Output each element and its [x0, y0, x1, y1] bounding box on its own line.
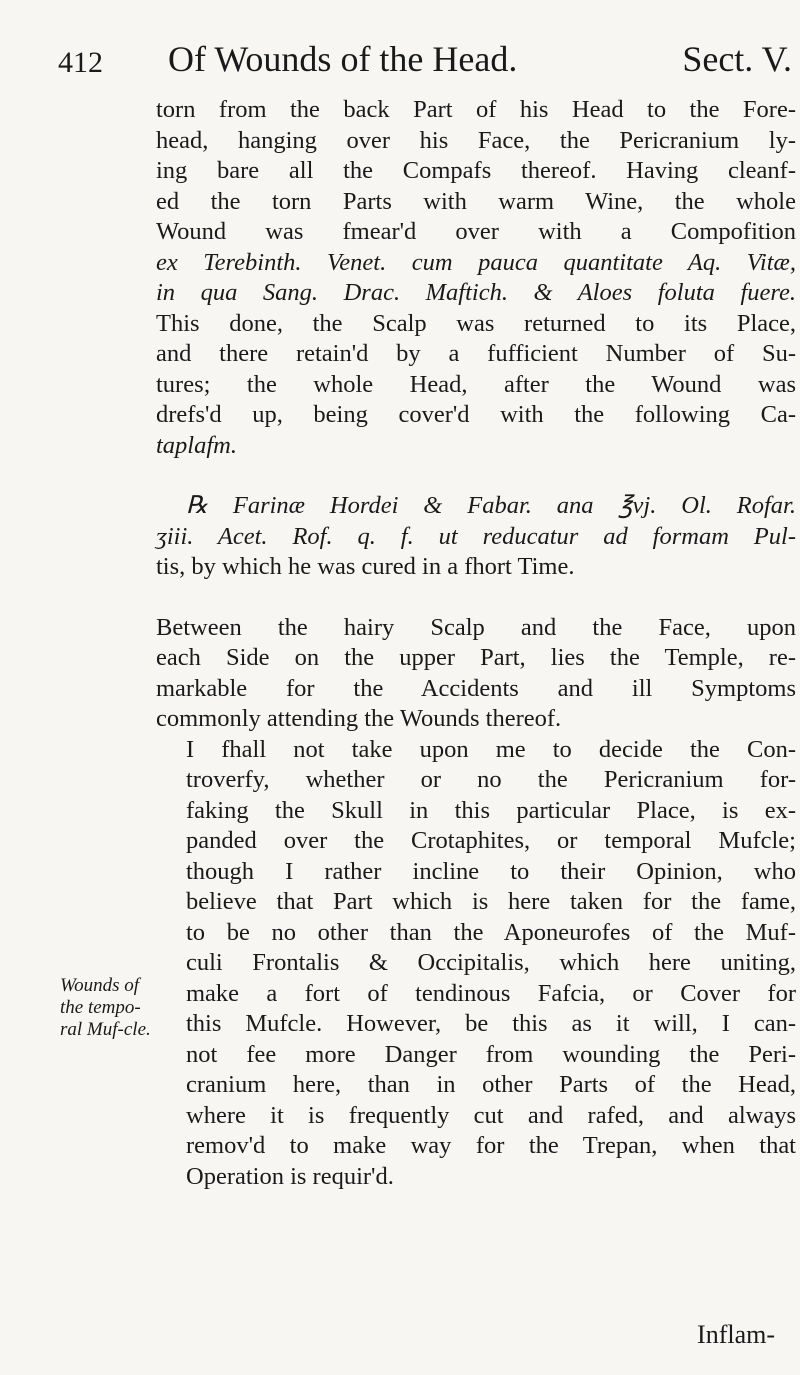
- paragraph-controversy: [156, 735, 796, 1193]
- text-line: ing bare all the Compafs thereof. Having cleanf-: [156, 157, 796, 184]
- text-line: to be no other than the Aponeurofes of the Muf-: [186, 918, 796, 946]
- text-line: in qua Sang. Drac. Maftich. & Aloes foluta fuere.: [156, 279, 796, 306]
- text-line: and there retain'd by a fufficient Number of Su-: [156, 340, 796, 367]
- text-line: taplafm.: [156, 431, 237, 459]
- text-line: ex Terebinth. Venet. cum pauca quantitate Aq. Vitæ,: [156, 248, 796, 276]
- text-line: not fee more Danger from wounding the Peri-: [186, 1040, 796, 1068]
- text-line: make a fort of tendinous Fafcia, or Cover for: [186, 979, 796, 1007]
- text-line: Wound was fmear'd over with a Compofition: [156, 218, 796, 245]
- text-line: culi Frontalis & Occipitalis, which here uniting,: [186, 949, 796, 976]
- text-line: believe that Part which is here taken for the fame,: [186, 888, 796, 915]
- text-line: ed the torn Parts with warm Wine, the whole: [156, 187, 796, 215]
- text-line: markable for the Accidents and ill Symptoms: [156, 674, 796, 702]
- text-line: tis, by which he was cured in a fhort Time.: [156, 553, 575, 580]
- text-line: remov'd to make way for the Trepan, when that: [186, 1132, 796, 1159]
- margin-note: Wounds of the tempo-ral Muf-cle.: [60, 975, 151, 1040]
- text-line: this Mufcle. However, be this as it will, I can-: [186, 1010, 796, 1037]
- section-label: Sect. V.: [682, 39, 792, 79]
- running-header: [58, 38, 792, 88]
- main-text: [156, 95, 796, 1192]
- text-line: ℞ Farinæ Hordei & Fabar. ana ℥vj. Ol. Rofar.: [186, 492, 796, 519]
- text-line: where it is frequently cut and rafed, and always: [186, 1101, 796, 1129]
- text-line: tures; the whole Head, after the Wound was: [156, 370, 796, 398]
- text-line: I fhall not take upon me to decide the Con-: [186, 735, 796, 763]
- paragraph-temple: [156, 613, 796, 735]
- catchword: Inflam-: [697, 1320, 775, 1349]
- text-line: drefs'd up, being cover'd with the following Ca-: [156, 401, 796, 428]
- text-line: commonly attending the Wounds thereof.: [156, 705, 562, 732]
- text-line: ʒiii. Acet. Rof. q. f. ut reducatur ad formam Pul-: [156, 522, 796, 550]
- text-line: This done, the Scalp was returned to its Place,: [156, 309, 796, 337]
- text-line: though I rather incline to their Opinion, who: [186, 857, 796, 885]
- text-line: panded over the Crotaphites, or temporal Mufcle;: [186, 827, 796, 854]
- text-line: faking the Skull in this particular Place, is ex-: [186, 796, 796, 824]
- text-line: torn from the back Part of his Head to the Fore-: [156, 96, 796, 123]
- paragraph-prescription: [156, 491, 796, 583]
- text-line: Operation is requir'd.: [186, 1162, 394, 1190]
- text-line: head, hanging over his Face, the Pericranium ly-: [156, 126, 796, 154]
- text-line: Between the hairy Scalp and the Face, upon: [156, 613, 796, 641]
- text-line: troverfy, whether or no the Pericranium for-: [186, 766, 796, 793]
- page-number: 412: [58, 46, 103, 79]
- paragraph-case-account: [156, 95, 796, 461]
- text-line: cranium here, than in other Parts of the Head,: [186, 1071, 796, 1098]
- running-title: Of Wounds of the Head.: [168, 39, 518, 79]
- text-line: each Side on the upper Part, lies the Temple, re-: [156, 644, 796, 671]
